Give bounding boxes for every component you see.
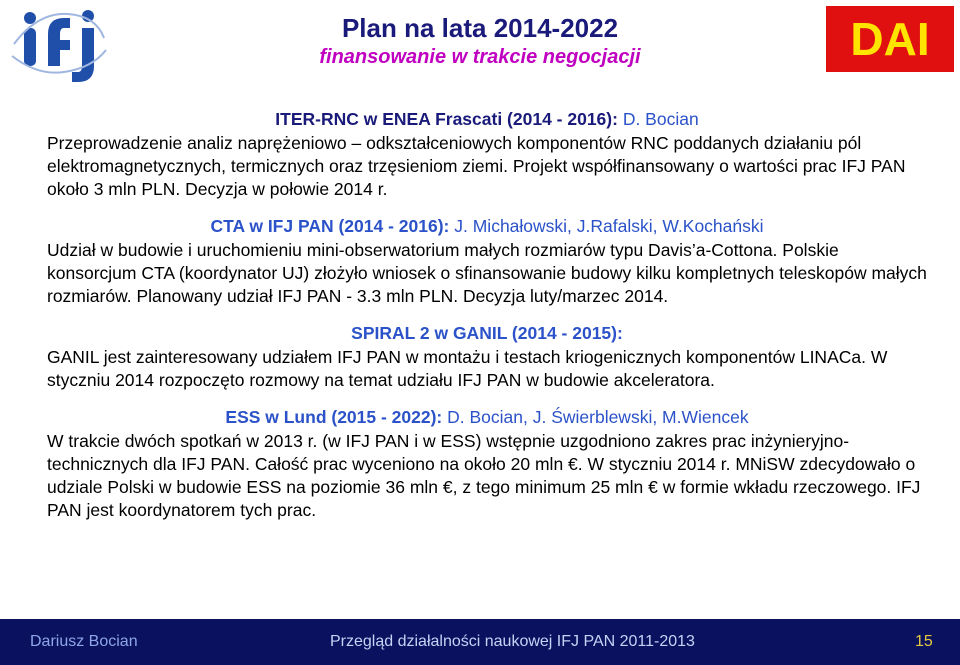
section-iter-rnc bbox=[47, 108, 927, 201]
slide-title: Plan na lata 2014-2022 bbox=[341, 13, 619, 43]
section-body: W trakcie dwóch spotkań w 2013 r. (w IFJ PAN i w ESS) wstępnie uzgodniono zakres prac inżynieryjno-technicznych dla IFJ PAN. Całość prac wyceniono na około 20 mln €. W styczniu 2014 r. MNiSW zdecydowało o udziale Polski w budowie ESS na poziomie 36 mln €, z tego minimum 25 mln € w formie wkładu rzeczowego. IFJ PAN jest koordynatorem tych prac. bbox=[47, 431, 921, 520]
slide-subtitle: finansowanie w trakcie negocjacji bbox=[319, 46, 641, 68]
section-body: Przeprowadzenie analiz naprężeniowo – odkształceniowych komponentów RNC poddanych działaniu pól elektromagnetycznych, termicznych oraz trzęsieniom ziemi. Projekt współfinansowany o wartości prac IFJ PAN około 3 mln PLN. Decyzja w połowie 2014 r. bbox=[47, 133, 906, 199]
section-heading bbox=[47, 406, 927, 429]
dai-badge: DAI bbox=[826, 6, 954, 72]
section-heading-title: ITER-RNC w ENEA Frascati (2014 - 2016): bbox=[275, 109, 618, 129]
section-heading bbox=[47, 322, 927, 345]
slide-footer bbox=[0, 619, 960, 665]
section-body: GANIL jest zainteresowany udziałem IFJ PAN w montażu i testach kriogenicznych komponentów LINACa. W styczniu 2014 rozpoczęto rozmowy na temat udziału IFJ PAN w budowie akceleratora. bbox=[47, 347, 888, 390]
section-heading bbox=[47, 215, 927, 238]
ifj-logo-icon bbox=[8, 4, 108, 84]
slide-header bbox=[0, 0, 960, 92]
section-heading-title: CTA w IFJ PAN (2014 - 2016): bbox=[210, 216, 450, 236]
page-number: 15 bbox=[915, 633, 933, 650]
section-cta bbox=[47, 215, 927, 308]
section-body: Udział w budowie i uruchomieniu mini-obserwatorium małych rozmiarów typu Davis’a-Cottona. Polskie konsorcjum CTA (koordynator UJ) złożyło wniosek o sfinansowanie budowy kilku kompletnych teleskopów małych rozmiarów. Planowany udział IFJ PAN - 3.3 mln PLN. Decyzja luty/marzec 2014. bbox=[47, 240, 927, 306]
section-heading-names: D. Bocian bbox=[617, 109, 699, 129]
slide-content bbox=[47, 108, 927, 536]
section-heading-title: SPIRAL 2 w GANIL (2014 - 2015): bbox=[351, 323, 623, 343]
section-heading-title: ESS w Lund (2015 - 2022): bbox=[225, 407, 443, 427]
section-heading-names: D. Bocian, J. Świerblewski, M.Wiencek bbox=[442, 407, 749, 427]
title-block bbox=[200, 12, 760, 70]
section-heading bbox=[47, 108, 927, 131]
footer-author: Dariusz Bocian bbox=[30, 633, 138, 650]
footer-title: Przegląd działalności naukowej IFJ PAN 2011-2013 bbox=[330, 633, 695, 650]
section-ess bbox=[47, 406, 927, 522]
section-spiral2 bbox=[47, 322, 927, 392]
section-heading-names: J. Michałowski, J.Rafalski, W.Kochański bbox=[449, 216, 764, 236]
